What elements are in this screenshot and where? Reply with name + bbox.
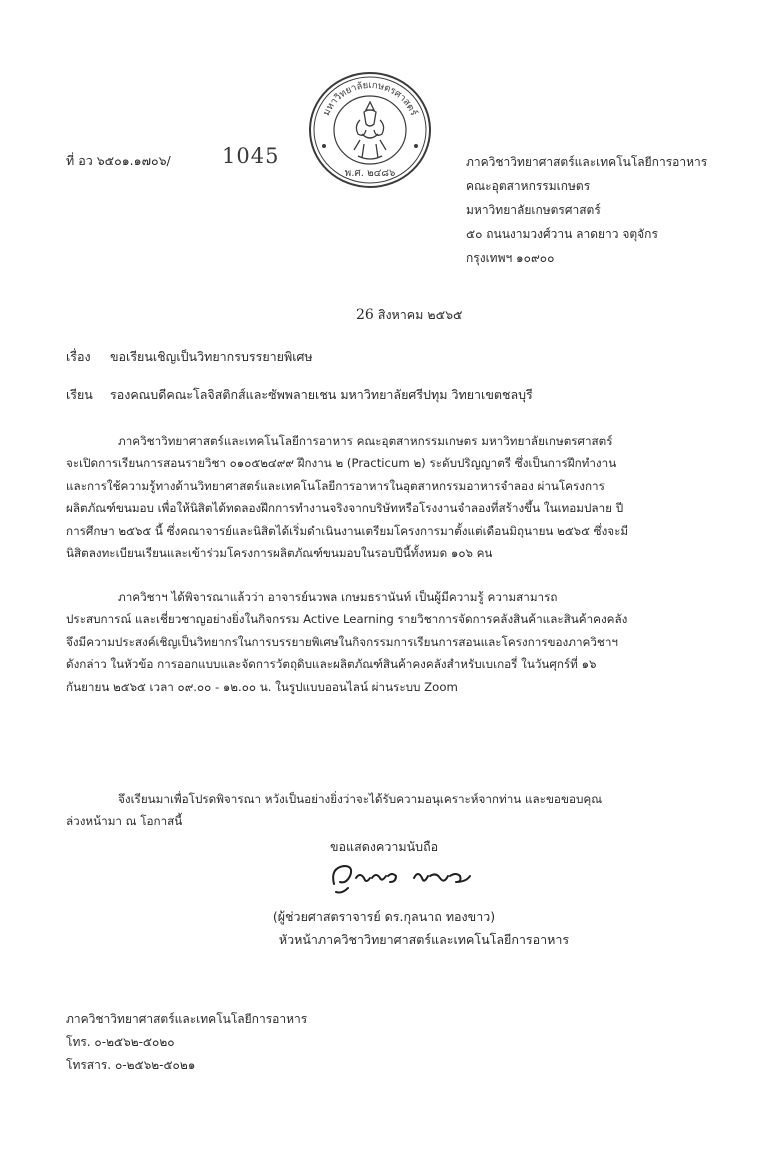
contact-footer [66,1008,307,1077]
closing-text: ขอแสดงความนับถือ [330,839,439,854]
seal-top-text: มหาวิทยาลัยเกษตรศาสตร์ [321,79,419,118]
paragraph-line: ผลิตภัณฑ์ขนมอบ เพื่อให้นิสิตได้ทดลองฝึกการทำงานจริงจากบริษัทหรือโรงงานจำลองที่สร้างขึ้น ในเทอมปลาย ปี [66,501,624,516]
paragraph-line: การศึกษา ๒๕๖๕ นี้ ซึ่งคณาจารย์และนิสิตได้เริ่มดำเนินงานเตรียมโครงการมาตั้งแต่เดือนมิถุนายน ๒๕๖๕ ซึ่งจะมี [66,523,629,538]
stamped-number: 1045 [222,144,280,168]
salutation-label: เรียน [66,387,93,402]
address-line: ๕๐ ถนนงามวงศ์วาน ลาดยาว จตุจักร [466,227,658,241]
salutation-line [66,386,533,404]
body-paragraph-1 [66,430,706,564]
paragraph-line: ภาควิชาวิทยาศาสตร์และเทคโนโลยีการอาหาร คณะอุตสาหกรรมเกษตร มหาวิทยาลัยเกษตรศาสตร์ [66,434,613,448]
paragraph-line: ภาควิชาฯ ได้พิจารณาแล้วว่า อาจารย์นวพล เกษมธรานันท์ เป็นผู้มีความรู้ ความสามารถ [66,590,558,604]
letter-date [356,306,462,324]
reference-number: ที่ อว ๖๕๐๑.๑๗๐๖/ [66,153,171,168]
body-paragraph-2 [66,586,706,698]
address-line: ภาควิชาวิทยาศาสตร์และเทคโนโลยีการอาหาร [466,155,708,169]
signer-name: (ผู้ช่วยศาสตราจารย์ ดร.กุลนาถ ทองขาว) [272,909,496,924]
body-paragraph-3 [66,788,706,833]
svg-text:มหาวิทยาลัยเกษตรศาสตร์ [321,80,420,117]
contact-department: ภาควิชาวิทยาศาสตร์และเทคโนโลยีการอาหาร [66,1012,308,1026]
date-month-year: สิงหาคม ๒๕๖๕ [377,307,463,322]
paragraph-line: นิสิตลงทะเบียนเรียนและเข้าร่วมโครงการผลิตภัณฑ์ขนมอบในรอบปีนี้ทั้งหมด ๑๐๖ คน [66,546,493,561]
address-line: คณะอุตสาหกรรมเกษตร [466,179,591,193]
paragraph-line: กันยายน ๒๕๖๕ เวลา ๐๙.๐๐ - ๑๒.๐๐ น. ในรูปแบบออนไลน์ ผ่านระบบ Zoom [66,679,458,694]
date-day: 26 [356,307,374,323]
handwritten-signature-icon [326,854,486,898]
subject-line [66,348,313,366]
subject-label: เรื่อง [66,349,91,364]
sender-address [466,150,707,270]
paragraph-line: จึงมีความประสงค์เชิญเป็นวิทยากรในการบรรยายพิเศษในกิจกรรมการเรียนการสอนและโครงการของภาควิชาฯ [66,634,618,649]
paragraph-line: จึงเรียนมาเพื่อโปรดพิจารณา หวังเป็นอย่างยิ่งว่าจะได้รับความอนุเคราะห์จากท่าน และขอขอบคุณ [66,792,603,806]
subject-text: ขอเรียนเชิญเป็นวิทยากรบรรยายพิเศษ [110,349,313,364]
seal-bottom-text: พ.ศ. ๒๔๘๖ [344,168,396,179]
paragraph-line: ประสบการณ์ และเชี่ยวชาญอย่างยิ่งในกิจกรรม Active Learning รายวิชาการจัดการคลังสินค้าและสินค้าคงคลัง [66,612,628,627]
address-line: กรุงเทพฯ ๑๐๙๐๐ [466,251,555,265]
contact-phone: โทร. ๐-๒๕๖๒-๕๐๒๐ [66,1035,175,1049]
paragraph-line: จะเปิดการเรียนการสอนรายวิชา ๐๑๐๕๒๔๙๙ ฝึกงาน ๒ (Practicum ๒) ระดับปริญญาตรี ซึ่งเป็นการฝึกทำงาน [66,456,617,471]
salutation-text: รองคณบดีคณะโลจิสติกส์และซัพพลายเชน มหาวิทยาลัยศรีปทุม วิทยาเขตชลบุรี [110,387,533,402]
paragraph-line: และการใช้ความรู้ทางด้านวิทยาศาสตร์และเทคโนโลยีการอาหารในอุตสาหกรรมอาหารจำลอง ผ่านโครงการ [66,478,605,493]
address-line: มหาวิทยาลัยเกษตรศาสตร์ [466,203,601,217]
paragraph-line: ล่วงหน้ามา ณ โอกาสนี้ [66,814,183,829]
university-seal-icon [304,68,436,192]
contact-fax: โทรสาร. ๐-๒๕๖๒-๕๐๒๑ [66,1058,196,1072]
paragraph-line: ดังกล่าว ในหัวข้อ การออกแบบและจัดการวัตถุดิบและผลิตภัณฑ์สินค้าคงคลังสำหรับเบเกอรี่ ในวันศุกร์ที่ ๑๖ [66,657,597,672]
signer-position: หัวหน้าภาควิชาวิทยาศาสตร์และเทคโนโลยีการอาหาร [278,932,570,947]
